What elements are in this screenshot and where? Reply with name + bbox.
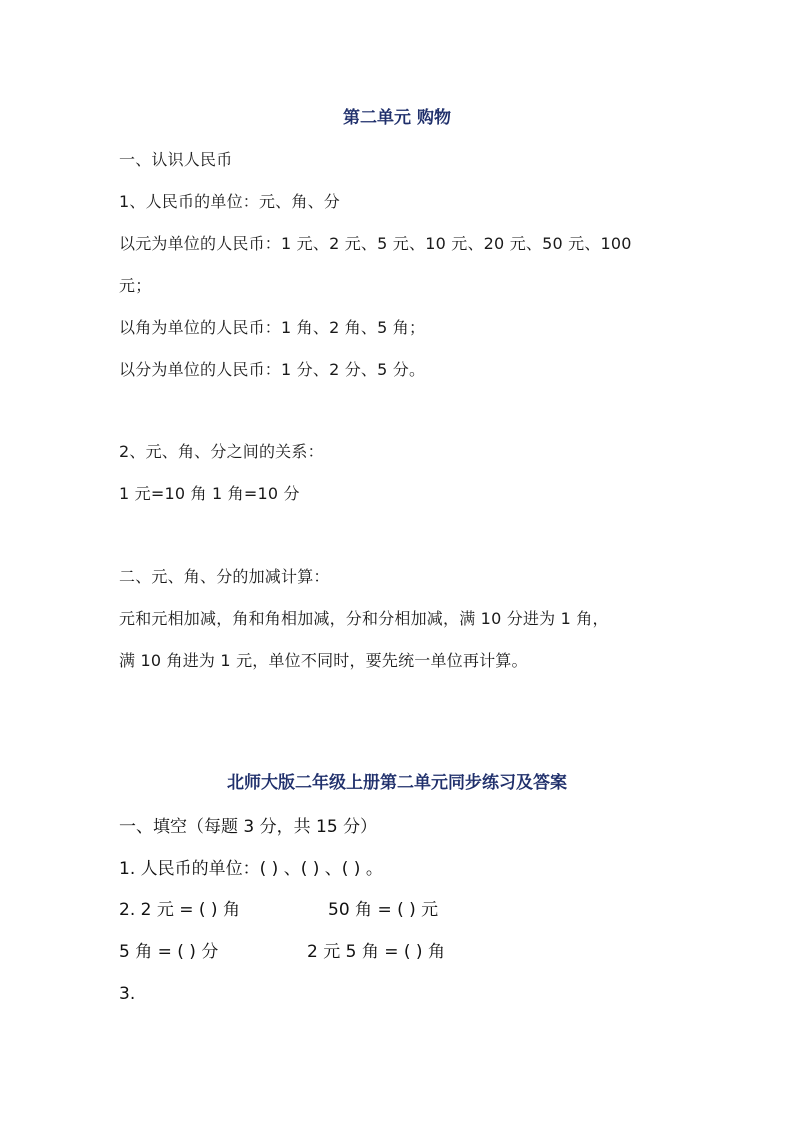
heading-know-rmb: 一、认识人民币 [119,150,233,169]
unit-title: 第二单元 购物 [343,108,451,128]
question-2d: 2 元 5 角 = ( ) 角 [307,942,445,962]
question-2a: 2. 2 元 = ( ) 角 [119,900,240,920]
fill-blank-heading: 一、填空（每题 3 分，共 15 分） [119,817,378,837]
relation-heading: 2、元、角、分之间的关系： [119,442,324,461]
question-2c: 5 角 = ( ) 分 [119,942,219,962]
exercise-title: 北师大版二年级上册第二单元同步练习及答案 [227,773,567,793]
fen-notes-line: 以分为单位的人民币：1 分、2 分、5 分。 [119,360,426,379]
question-2b: 50 角 = ( ) 元 [328,900,439,920]
heading-add-subtract: 二、元、角、分的加减计算： [119,567,330,586]
add-subtract-rule-line1: 元和元相加减，角和角相加减，分和分相加减，满 10 分进为 1 角， [119,609,609,628]
yuan-notes-line: 以元为单位的人民币：1 元、2 元、5 元、10 元、20 元、50 元、100 [119,234,632,253]
add-subtract-rule-line2: 满 10 角进为 1 元，单位不同时，要先统一单位再计算。 [119,651,528,670]
yuan-notes-line-continued: 元； [119,276,152,295]
question-3-number: 3. [119,984,136,1004]
question-1: 1. 人民币的单位：( ) 、( ) 、( ) 。 [119,859,383,879]
jiao-notes-line: 以角为单位的人民币：1 角、2 角、5 角； [119,318,426,337]
rmb-units-line: 1、人民币的单位：元、角、分 [119,192,340,211]
relation-line: 1 元=10 角 1 角=10 分 [119,484,300,503]
